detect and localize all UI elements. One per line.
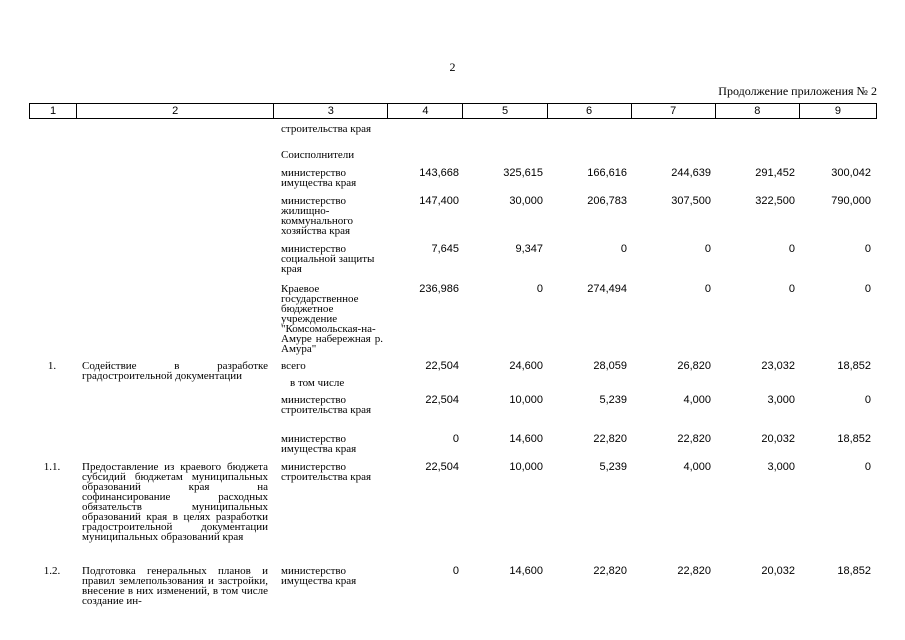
executor-cell: министерство строительства края — [281, 461, 372, 483]
value-cell: 300,042 — [831, 167, 871, 179]
value-cell: 5,239 — [599, 394, 627, 406]
value-cell: 0 — [620, 243, 627, 255]
value-cell: 147,400 — [419, 195, 459, 207]
value-cell: 0 — [452, 433, 459, 445]
value-cell: 291,452 — [755, 167, 795, 179]
value-cell: 24,600 — [509, 360, 543, 372]
column-header: 7 — [631, 104, 715, 119]
executor-cell: в том числе — [290, 377, 345, 389]
measure-name-cell: Содействие в разработке градостроительной документации — [82, 360, 268, 382]
value-cell: 236,986 — [419, 283, 459, 295]
value-cell: 30,000 — [509, 195, 543, 207]
value-cell: 22,504 — [425, 394, 459, 406]
value-cell: 5,239 — [599, 461, 627, 473]
value-cell: 0 — [864, 394, 871, 406]
value-cell: 3,000 — [767, 394, 795, 406]
value-cell: 22,820 — [593, 565, 627, 577]
value-cell: 23,032 — [761, 360, 795, 372]
executor-cell: всего — [281, 360, 306, 372]
column-header: 2 — [77, 104, 274, 119]
column-header: 4 — [388, 104, 463, 119]
value-cell: 18,852 — [837, 433, 871, 445]
executor-cell: министерство имущества края — [281, 565, 357, 587]
executor-cell: министерство имущества края — [281, 433, 357, 455]
value-cell: 206,783 — [587, 195, 627, 207]
value-cell: 14,600 — [509, 433, 543, 445]
executor-cell: Соисполнители — [281, 149, 355, 161]
value-cell: 22,820 — [677, 565, 711, 577]
value-cell: 0 — [864, 243, 871, 255]
executor-cell: строительства края — [281, 123, 372, 135]
value-cell: 18,852 — [837, 565, 871, 577]
value-cell: 244,639 — [671, 167, 711, 179]
value-cell: 0 — [864, 283, 871, 295]
value-cell: 274,494 — [587, 283, 627, 295]
executor-cell: министерство имущества края — [281, 167, 357, 189]
value-cell: 0 — [788, 243, 795, 255]
value-cell: 28,059 — [593, 360, 627, 372]
row-index: 1.2. — [43, 565, 61, 577]
column-header: 9 — [799, 104, 876, 119]
column-header: 1 — [30, 104, 77, 119]
column-header: 5 — [463, 104, 547, 119]
value-cell: 0 — [452, 565, 459, 577]
measure-name-cell: Предоставление из краевого бюджета субсидий бюджетам муниципальных образований края на софинансирование расходных обязательств муниципальных образований края в целях разработки градостроительной документации муниципальных образований края — [82, 461, 268, 543]
column-number-header — [29, 103, 877, 119]
executor-cell: министерство строительства края — [281, 394, 372, 416]
value-cell: 26,820 — [677, 360, 711, 372]
page-number: 2 — [449, 60, 456, 74]
value-cell: 20,032 — [761, 565, 795, 577]
executor-cell: министерство жилищно-коммунального хозяйства края — [281, 195, 353, 237]
value-cell: 18,852 — [837, 360, 871, 372]
value-cell: 322,500 — [755, 195, 795, 207]
value-cell: 325,615 — [503, 167, 543, 179]
row-index: 1.1. — [43, 461, 61, 473]
value-cell: 22,504 — [425, 461, 459, 473]
value-cell: 790,000 — [831, 195, 871, 207]
value-cell: 22,820 — [677, 433, 711, 445]
value-cell: 166,616 — [587, 167, 627, 179]
executor-cell: министерство социальной защиты края — [281, 243, 375, 275]
value-cell: 0 — [704, 243, 711, 255]
value-cell: 9,347 — [515, 243, 543, 255]
column-header: 6 — [547, 104, 631, 119]
value-cell: 307,500 — [671, 195, 711, 207]
value-cell: 10,000 — [509, 461, 543, 473]
value-cell: 4,000 — [683, 394, 711, 406]
value-cell: 22,504 — [425, 360, 459, 372]
value-cell: 0 — [864, 461, 871, 473]
value-cell: 0 — [788, 283, 795, 295]
executor-cell: Краевое государственное бюджетное учреждение "Комсомольская-на-Амуре набережная р. Амура" — [281, 283, 383, 355]
value-cell: 143,668 — [419, 167, 459, 179]
column-header: 8 — [715, 104, 799, 119]
value-cell: 7,645 — [431, 243, 459, 255]
value-cell: 10,000 — [509, 394, 543, 406]
measure-name-cell: Подготовка генеральных планов и правил землепользования и застройки, внесение в них изменений, в том числе создание ин- — [82, 565, 268, 607]
value-cell: 3,000 — [767, 461, 795, 473]
column-header: 3 — [274, 104, 388, 119]
value-cell: 0 — [536, 283, 543, 295]
value-cell: 20,032 — [761, 433, 795, 445]
value-cell: 0 — [704, 283, 711, 295]
value-cell: 22,820 — [593, 433, 627, 445]
row-index: 1. — [47, 360, 57, 372]
value-cell: 14,600 — [509, 565, 543, 577]
appendix-continuation-label: Продолжение приложения № 2 — [718, 84, 877, 98]
value-cell: 4,000 — [683, 461, 711, 473]
